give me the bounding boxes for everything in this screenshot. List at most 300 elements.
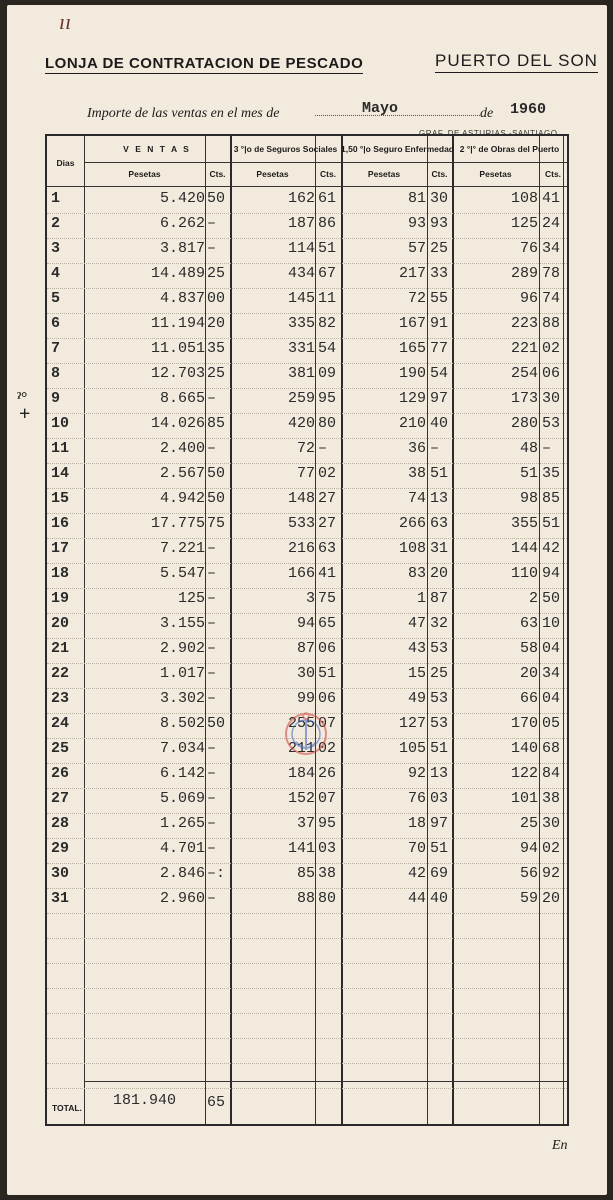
seguros-sociales-cts-cell: 82 xyxy=(318,315,337,332)
seguro-enfermedad-pesetas-cell: 57 xyxy=(407,240,426,257)
seguros-sociales-pesetas-cell: 211 xyxy=(287,740,315,757)
subtitle-prefix: Importe de las ventas en el mes de xyxy=(87,106,280,121)
seguros-sociales-cts-cell: 27 xyxy=(318,490,337,507)
ventas-cts-cell: 50 xyxy=(207,465,226,482)
seguro-enfermedad-pesetas-cell: 76 xyxy=(407,790,426,807)
year-value: 1960 xyxy=(510,101,547,118)
day-cell: 10 xyxy=(51,415,70,432)
seguros-sociales-cts-cell: 03 xyxy=(318,840,337,857)
anchor-stamp-icon xyxy=(282,704,330,764)
obras-puerto-pesetas-cell: 58 xyxy=(519,640,538,657)
day-cell: 25 xyxy=(51,740,70,757)
ventas-pesetas-cell: 11.051 xyxy=(150,340,205,357)
ventas-pesetas-cell: 6.142 xyxy=(159,765,205,782)
subheader-pesetas: Pesetas xyxy=(128,169,161,179)
seguro-enfermedad-cts-cell: 40 xyxy=(430,415,449,432)
seguro-enfermedad-cts-cell: 51 xyxy=(430,740,449,757)
seguros-sociales-pesetas-cell: 184 xyxy=(287,765,315,782)
seguros-sociales-cts-cell: 51 xyxy=(318,665,337,682)
table-row xyxy=(47,588,567,614)
seguros-sociales-cts-cell: 02 xyxy=(318,740,337,757)
seguros-sociales-pesetas-cell: 162 xyxy=(287,190,315,207)
seguro-enfermedad-pesetas-cell: 72 xyxy=(407,290,426,307)
printer-credit: GRAF. DE ASTURIAS.-SANTIAGO xyxy=(419,129,558,138)
port-title: PUERTO DEL SON xyxy=(435,51,598,73)
seguro-enfermedad-cts-cell: 13 xyxy=(430,765,449,782)
day-cell: 4 xyxy=(51,265,61,282)
seguros-sociales-cts-cell: 95 xyxy=(318,815,337,832)
seguro-enfermedad-cts-cell: 53 xyxy=(430,715,449,732)
total-label: TOTAL. xyxy=(52,1103,82,1113)
table-row xyxy=(47,188,567,214)
obras-puerto-pesetas-cell: 170 xyxy=(510,715,538,732)
obras-puerto-pesetas-cell: 25 xyxy=(519,815,538,832)
seguro-enfermedad-pesetas-cell: 165 xyxy=(398,340,426,357)
day-cell: 6 xyxy=(51,315,61,332)
seguros-sociales-pesetas-cell: 187 xyxy=(287,215,315,232)
ventas-pesetas-cell: 2.567 xyxy=(159,465,205,482)
seguro-enfermedad-pesetas-cell: 15 xyxy=(407,665,426,682)
seguro-enfermedad-cts-cell: 03 xyxy=(430,790,449,807)
seguro-enfermedad-cts-cell: 91 xyxy=(430,315,449,332)
day-cell: 20 xyxy=(51,615,70,632)
seguro-enfermedad-cts-cell: 63 xyxy=(430,515,449,532)
seguros-sociales-cts-cell: 65 xyxy=(318,615,337,632)
obras-puerto-cts-cell: 78 xyxy=(542,265,561,282)
obras-puerto-pesetas-cell: 355 xyxy=(510,515,538,532)
table-row xyxy=(47,913,567,939)
obras-puerto-cts-cell: 51 xyxy=(542,515,561,532)
ventas-cts-cell: –: xyxy=(207,865,226,882)
ventas-cts-cell: 00 xyxy=(207,290,226,307)
day-cell: 18 xyxy=(51,565,70,582)
header-seguro-enfermedad: 1,50 °|o Seguro Enfermedad xyxy=(341,144,455,154)
seguro-enfermedad-pesetas-cell: 217 xyxy=(398,265,426,282)
ventas-cts-cell: 85 xyxy=(207,415,226,432)
ventas-pesetas-cell: 11.194 xyxy=(150,315,205,332)
year-prefix: de xyxy=(480,106,494,121)
table-row xyxy=(47,513,567,539)
table-row xyxy=(47,388,567,414)
seguro-enfermedad-pesetas-cell: 81 xyxy=(407,190,426,207)
ventas-pesetas-cell: 3.817 xyxy=(159,240,205,257)
seguro-enfermedad-pesetas-cell: 129 xyxy=(398,390,426,407)
seguros-sociales-cts-cell: 26 xyxy=(318,765,337,782)
ventas-pesetas-cell: 3.155 xyxy=(159,615,205,632)
day-cell: 26 xyxy=(51,765,70,782)
org-title: LONJA DE CONTRATACION DE PESCADO xyxy=(45,55,364,72)
seguros-sociales-cts-cell: 06 xyxy=(318,690,337,707)
obras-puerto-pesetas-cell: 63 xyxy=(519,615,538,632)
obras-puerto-pesetas-cell: 76 xyxy=(519,240,538,257)
handwritten-mark: ıı xyxy=(59,9,72,34)
obras-puerto-pesetas-cell: 280 xyxy=(510,415,538,432)
day-cell: 16 xyxy=(51,515,70,532)
seguros-sociales-pesetas-cell: 148 xyxy=(287,490,315,507)
ventas-cts-cell: – xyxy=(207,565,217,582)
ventas-cts-cell: 50 xyxy=(207,190,226,207)
seguro-enfermedad-cts-cell: 93 xyxy=(430,215,449,232)
day-cell: 1 xyxy=(51,190,61,207)
seguros-sociales-pesetas-cell: 37 xyxy=(296,815,315,832)
obras-puerto-pesetas-cell: 173 xyxy=(510,390,538,407)
seguros-sociales-pesetas-cell: 152 xyxy=(287,790,315,807)
seguros-sociales-pesetas-cell: 114 xyxy=(287,240,315,257)
seguro-enfermedad-pesetas-cell: 36 xyxy=(407,440,426,457)
obras-puerto-cts-cell: 34 xyxy=(542,665,561,682)
seguro-enfermedad-cts-cell: 97 xyxy=(430,390,449,407)
obras-puerto-cts-cell: 20 xyxy=(542,890,561,907)
ventas-cts-cell: – xyxy=(207,590,217,607)
subheader-pesetas: Pesetas xyxy=(479,169,512,179)
seguros-sociales-pesetas-cell: 99 xyxy=(296,690,315,707)
ventas-cts-cell: – xyxy=(207,840,217,857)
seguro-enfermedad-cts-cell: 33 xyxy=(430,265,449,282)
day-cell: 15 xyxy=(51,490,70,507)
seguro-enfermedad-cts-cell: 55 xyxy=(430,290,449,307)
seguros-sociales-pesetas-cell: 85 xyxy=(296,865,315,882)
day-cell: 3 xyxy=(51,240,61,257)
ventas-cts-cell: – xyxy=(207,540,217,557)
day-cell: 28 xyxy=(51,815,70,832)
seguro-enfermedad-pesetas-cell: 43 xyxy=(407,640,426,657)
seguros-sociales-pesetas-cell: 141 xyxy=(287,840,315,857)
day-cell: 2 xyxy=(51,215,61,232)
ventas-pesetas-cell: 5.069 xyxy=(159,790,205,807)
ventas-cts-cell: – xyxy=(207,890,217,907)
footer-text: En xyxy=(552,1138,568,1153)
ventas-cts-cell: – xyxy=(207,440,217,457)
seguro-enfermedad-pesetas-cell: 74 xyxy=(407,490,426,507)
day-cell: 21 xyxy=(51,640,70,657)
ventas-pesetas-cell: 125 xyxy=(177,590,205,607)
header-dias: Dias xyxy=(56,158,75,168)
table-row xyxy=(47,263,567,289)
seguro-enfermedad-cts-cell: 20 xyxy=(430,565,449,582)
day-cell: 14 xyxy=(51,465,70,482)
obras-puerto-pesetas-cell: 66 xyxy=(519,690,538,707)
seguro-enfermedad-cts-cell: 30 xyxy=(430,190,449,207)
obras-puerto-cts-cell: 68 xyxy=(542,740,561,757)
seguros-sociales-pesetas-cell: 88 xyxy=(296,890,315,907)
seguros-sociales-pesetas-cell: 434 xyxy=(287,265,315,282)
ventas-cts-cell: – xyxy=(207,640,217,657)
subheader-cts: Cts. xyxy=(319,169,337,179)
table-row xyxy=(47,413,567,439)
seguros-sociales-cts-cell: 07 xyxy=(318,790,337,807)
day-cell: 11 xyxy=(51,440,70,457)
ventas-cts-cell: 50 xyxy=(207,490,226,507)
seguro-enfermedad-cts-cell: 51 xyxy=(430,840,449,857)
obras-puerto-cts-cell: 94 xyxy=(542,565,561,582)
table-row xyxy=(47,863,567,889)
ventas-pesetas-cell: 4.701 xyxy=(159,840,205,857)
obras-puerto-cts-cell: 05 xyxy=(542,715,561,732)
seguros-sociales-cts-cell: 63 xyxy=(318,540,337,557)
table-row xyxy=(47,613,567,639)
subheader-cts: Cts. xyxy=(431,169,448,179)
seguro-enfermedad-cts-cell: 25 xyxy=(430,240,449,257)
table-row xyxy=(47,1063,567,1089)
seguro-enfermedad-pesetas-cell: 108 xyxy=(398,540,426,557)
obras-puerto-cts-cell: 10 xyxy=(542,615,561,632)
ventas-cts-cell: – xyxy=(207,815,217,832)
seguro-enfermedad-pesetas-cell: 105 xyxy=(398,740,426,757)
day-cell: 31 xyxy=(51,890,70,907)
table-row xyxy=(47,663,567,689)
seguro-enfermedad-pesetas-cell: 1 xyxy=(416,590,426,607)
obras-puerto-pesetas-cell: 108 xyxy=(510,190,538,207)
ventas-pesetas-cell: 2.400 xyxy=(159,440,205,457)
day-cell: 24 xyxy=(51,715,70,732)
table-row xyxy=(47,838,567,864)
seguros-sociales-pesetas-cell: 259 xyxy=(287,390,315,407)
table-row xyxy=(47,763,567,789)
seguros-sociales-pesetas-cell: 166 xyxy=(287,565,315,582)
seguro-enfermedad-pesetas-cell: 38 xyxy=(407,465,426,482)
table-row xyxy=(47,363,567,389)
seguros-sociales-cts-cell: 54 xyxy=(318,340,337,357)
obras-puerto-pesetas-cell: 110 xyxy=(510,565,538,582)
day-cell: 29 xyxy=(51,840,70,857)
obras-puerto-pesetas-cell: 125 xyxy=(510,215,538,232)
seguro-enfermedad-cts-cell: 53 xyxy=(430,690,449,707)
ventas-cts-cell: 25 xyxy=(207,265,226,282)
seguros-sociales-cts-cell: 80 xyxy=(318,415,337,432)
ventas-cts-cell: – xyxy=(207,215,217,232)
ventas-pesetas-cell: 7.221 xyxy=(159,540,205,557)
ventas-pesetas-cell: 1.265 xyxy=(159,815,205,832)
seguros-sociales-pesetas-cell: 94 xyxy=(296,615,315,632)
obras-puerto-cts-cell: 04 xyxy=(542,640,561,657)
obras-puerto-cts-cell: 88 xyxy=(542,315,561,332)
seguro-enfermedad-pesetas-cell: 167 xyxy=(398,315,426,332)
header-bottom xyxy=(47,186,567,187)
sales-table xyxy=(45,134,569,1126)
obras-puerto-cts-cell: 30 xyxy=(542,390,561,407)
obras-puerto-cts-cell: 74 xyxy=(542,290,561,307)
obras-puerto-cts-cell: 02 xyxy=(542,340,561,357)
seguros-sociales-cts-cell: 80 xyxy=(318,890,337,907)
plus-mark: + xyxy=(19,403,31,425)
seguros-sociales-pesetas-cell: 255 xyxy=(287,715,315,732)
seguros-sociales-cts-cell: 51 xyxy=(318,240,337,257)
ventas-cts-cell: – xyxy=(207,690,217,707)
seguros-sociales-pesetas-cell: 3 xyxy=(305,590,315,607)
seguros-sociales-cts-cell: 02 xyxy=(318,465,337,482)
obras-puerto-cts-cell: 04 xyxy=(542,690,561,707)
obras-puerto-pesetas-cell: 2 xyxy=(528,590,538,607)
table-row xyxy=(47,1013,567,1039)
seguros-sociales-cts-cell: 67 xyxy=(318,265,337,282)
seguros-sociales-pesetas-cell: 420 xyxy=(287,415,315,432)
seguro-enfermedad-pesetas-cell: 266 xyxy=(398,515,426,532)
seguros-sociales-pesetas-cell: 335 xyxy=(287,315,315,332)
obras-puerto-pesetas-cell: 144 xyxy=(510,540,538,557)
seguros-sociales-cts-cell: 27 xyxy=(318,515,337,532)
obras-puerto-pesetas-cell: 101 xyxy=(510,790,538,807)
obras-puerto-pesetas-cell: 48 xyxy=(519,440,538,457)
header-ventas: V E N T A S xyxy=(123,144,191,154)
seguros-sociales-pesetas-cell: 145 xyxy=(287,290,315,307)
seguro-enfermedad-cts-cell: 51 xyxy=(430,465,449,482)
obras-puerto-pesetas-cell: 20 xyxy=(519,665,538,682)
seguros-sociales-cts-cell: 41 xyxy=(318,565,337,582)
ventas-pesetas-cell: 14.026 xyxy=(150,415,205,432)
ventas-pesetas-cell: 12.703 xyxy=(150,365,205,382)
seguro-enfermedad-cts-cell: 31 xyxy=(430,540,449,557)
table-row xyxy=(47,538,567,564)
obras-puerto-cts-cell: 02 xyxy=(542,840,561,857)
obras-puerto-cts-cell: 24 xyxy=(542,215,561,232)
table-row xyxy=(47,463,567,489)
seguros-sociales-pesetas-cell: 77 xyxy=(296,465,315,482)
obras-puerto-pesetas-cell: 289 xyxy=(510,265,538,282)
table-row xyxy=(47,813,567,839)
ventas-cts-cell: 35 xyxy=(207,340,226,357)
table-row xyxy=(47,438,567,464)
seguros-sociales-pesetas-cell: 533 xyxy=(287,515,315,532)
seguros-sociales-pesetas-cell: 216 xyxy=(287,540,315,557)
margin-mark: ˀ° xyxy=(17,390,28,407)
obras-puerto-pesetas-cell: 56 xyxy=(519,865,538,882)
month-value: Mayo xyxy=(362,100,399,117)
obras-puerto-pesetas-cell: 94 xyxy=(519,840,538,857)
day-cell: 27 xyxy=(51,790,70,807)
seguro-enfermedad-pesetas-cell: 42 xyxy=(407,865,426,882)
seguro-enfermedad-pesetas-cell: 190 xyxy=(398,365,426,382)
table-row xyxy=(47,1038,567,1064)
obras-puerto-cts-cell: 85 xyxy=(542,490,561,507)
day-cell: 17 xyxy=(51,540,70,557)
ventas-pesetas-cell: 3.302 xyxy=(159,690,205,707)
seguro-enfermedad-pesetas-cell: 70 xyxy=(407,840,426,857)
seguros-sociales-pesetas-cell: 72 xyxy=(296,440,315,457)
obras-puerto-cts-cell: 92 xyxy=(542,865,561,882)
obras-puerto-cts-cell: 84 xyxy=(542,765,561,782)
seguro-enfermedad-cts-cell: – xyxy=(430,440,440,457)
ventas-pesetas-cell: 14.489 xyxy=(150,265,205,282)
obras-puerto-cts-cell: 38 xyxy=(542,790,561,807)
ventas-pesetas-cell: 7.034 xyxy=(159,740,205,757)
obras-puerto-cts-cell: 42 xyxy=(542,540,561,557)
seguros-sociales-cts-cell: 11 xyxy=(318,290,337,307)
obras-puerto-pesetas-cell: 59 xyxy=(519,890,538,907)
seguros-sociales-cts-cell: 61 xyxy=(318,190,337,207)
header-divider xyxy=(84,162,567,163)
ventas-cts-cell: – xyxy=(207,765,217,782)
ventas-pesetas-cell: 8.502 xyxy=(159,715,205,732)
ventas-pesetas-cell: 2.960 xyxy=(159,890,205,907)
seguros-sociales-cts-cell: 75 xyxy=(318,590,337,607)
ventas-pesetas-cell: 6.262 xyxy=(159,215,205,232)
table-row xyxy=(47,638,567,664)
seguros-sociales-cts-cell: 38 xyxy=(318,865,337,882)
seguro-enfermedad-pesetas-cell: 92 xyxy=(407,765,426,782)
seguros-sociales-cts-cell: 07 xyxy=(318,715,337,732)
table-row xyxy=(47,313,567,339)
seguros-sociales-pesetas-cell: 381 xyxy=(287,365,315,382)
total-pesetas: 181.940 xyxy=(113,1092,177,1109)
seguro-enfermedad-pesetas-cell: 44 xyxy=(407,890,426,907)
ventas-pesetas-cell: 4.942 xyxy=(159,490,205,507)
ventas-pesetas-cell: 17.775 xyxy=(150,515,205,532)
table-row xyxy=(47,888,567,914)
table-row xyxy=(47,788,567,814)
seguro-enfermedad-pesetas-cell: 47 xyxy=(407,615,426,632)
obras-puerto-pesetas-cell: 221 xyxy=(510,340,538,357)
day-cell: 30 xyxy=(51,865,70,882)
seguro-enfermedad-pesetas-cell: 127 xyxy=(398,715,426,732)
subheader-cts: Cts. xyxy=(544,169,562,179)
obras-puerto-cts-cell: 34 xyxy=(542,240,561,257)
seguros-sociales-cts-cell: 86 xyxy=(318,215,337,232)
table-row xyxy=(47,238,567,264)
obras-puerto-cts-cell: 30 xyxy=(542,815,561,832)
day-cell: 8 xyxy=(51,365,61,382)
obras-puerto-cts-cell: 06 xyxy=(542,365,561,382)
seguro-enfermedad-cts-cell: 40 xyxy=(430,890,449,907)
ventas-cts-cell: – xyxy=(207,740,217,757)
ventas-cts-cell: – xyxy=(207,665,217,682)
ventas-cts-cell: 20 xyxy=(207,315,226,332)
ventas-pesetas-cell: 5.420 xyxy=(159,190,205,207)
ventas-pesetas-cell: 8.665 xyxy=(159,390,205,407)
obras-puerto-pesetas-cell: 122 xyxy=(510,765,538,782)
ventas-cts-cell: 25 xyxy=(207,365,226,382)
header-obras-puerto: 2 °|° de Obras del Puerto xyxy=(459,144,560,154)
obras-puerto-cts-cell: 53 xyxy=(542,415,561,432)
seguros-sociales-cts-cell: 09 xyxy=(318,365,337,382)
seguros-sociales-pesetas-cell: 331 xyxy=(287,340,315,357)
seguro-enfermedad-pesetas-cell: 93 xyxy=(407,215,426,232)
obras-puerto-pesetas-cell: 223 xyxy=(510,315,538,332)
obras-puerto-pesetas-cell: 140 xyxy=(510,740,538,757)
day-cell: 23 xyxy=(51,690,70,707)
ventas-cts-cell: 50 xyxy=(207,715,226,732)
subheader-pesetas: Pesetas xyxy=(367,169,401,179)
table-row xyxy=(47,988,567,1014)
obras-puerto-pesetas-cell: 51 xyxy=(519,465,538,482)
header-seguros-sociales: 3 °|o de Seguros Sociales xyxy=(233,144,338,154)
ventas-pesetas-cell: 2.846 xyxy=(159,865,205,882)
seguro-enfermedad-cts-cell: 87 xyxy=(430,590,449,607)
obras-puerto-pesetas-cell: 254 xyxy=(510,365,538,382)
day-cell: 22 xyxy=(51,665,70,682)
seguro-enfermedad-pesetas-cell: 83 xyxy=(407,565,426,582)
seguro-enfermedad-cts-cell: 77 xyxy=(430,340,449,357)
ventas-cts-cell: 75 xyxy=(207,515,226,532)
seguro-enfermedad-cts-cell: 25 xyxy=(430,665,449,682)
seguro-enfermedad-cts-cell: 97 xyxy=(430,815,449,832)
obras-puerto-cts-cell: 50 xyxy=(542,590,561,607)
table-row xyxy=(47,288,567,314)
table-row xyxy=(47,938,567,964)
table-row xyxy=(47,488,567,514)
table-row xyxy=(47,563,567,589)
obras-puerto-cts-cell: – xyxy=(542,440,552,457)
seguro-enfermedad-cts-cell: 53 xyxy=(430,640,449,657)
ventas-pesetas-cell: 1.017 xyxy=(159,665,205,682)
seguros-sociales-cts-cell: 06 xyxy=(318,640,337,657)
ventas-pesetas-cell: 4.837 xyxy=(159,290,205,307)
obras-puerto-cts-cell: 35 xyxy=(542,465,561,482)
table-row xyxy=(47,963,567,989)
seguro-enfermedad-pesetas-cell: 49 xyxy=(407,690,426,707)
seguro-enfermedad-pesetas-cell: 18 xyxy=(407,815,426,832)
total-cts: 65 xyxy=(207,1094,226,1111)
obras-puerto-pesetas-cell: 98 xyxy=(519,490,538,507)
